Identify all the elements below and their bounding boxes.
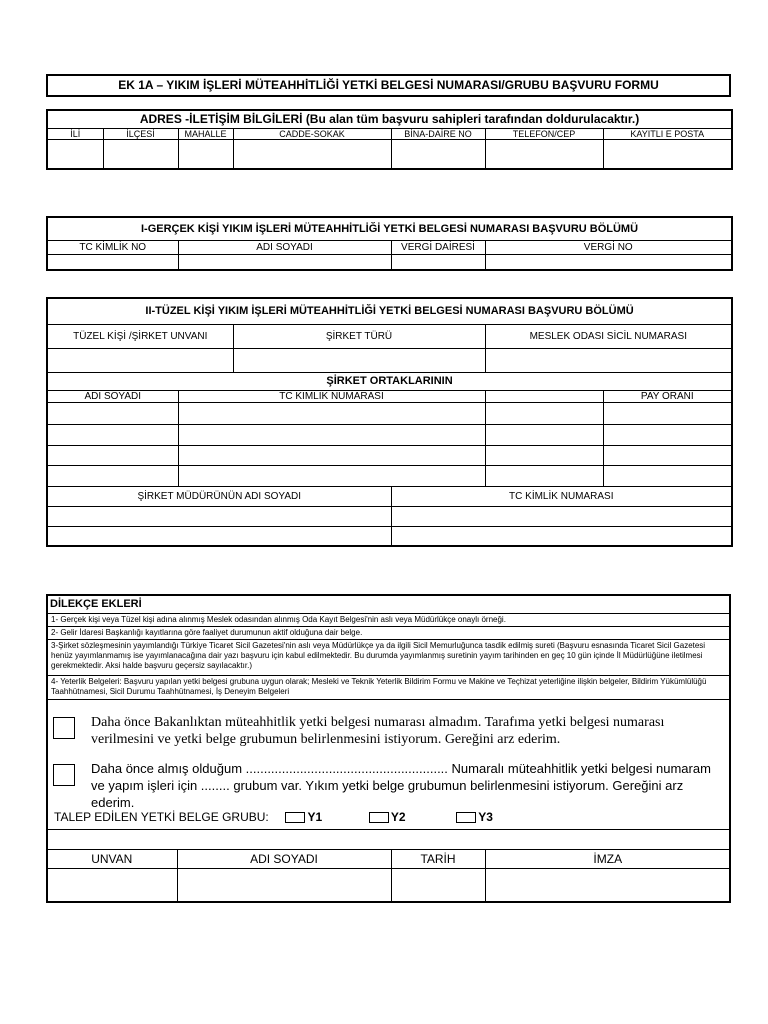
signature-col-title: UNVAN: [47, 850, 177, 869]
partner-row: [47, 424, 732, 445]
first-application-statement: Daha önce Bakanlıktan müteahhitlik yetki belgesi numarası almadım. Tarafıma yetki belgesi numarası verilmesini ve yetki belge grubumun belirlenmesini istiyorum. Gereğini arz ederim.: [91, 715, 665, 747]
attachment-item-4: 4- Yeterlik Belgeleri: Başvuru yapılan yetki belgesi grubuna uygun olarak; Mesleki ve Teknik Yeterlik Bildirim Formu ve Makine ve Teçhizat yeterliğine ilişkin belgeler, Bildirim Yükümlülüğü Taahhütnamesi, Sicil Durumu Taahhütnamesi, İş Deneyim Belgeleri: [47, 675, 730, 699]
partner-extra-field[interactable]: [485, 445, 603, 465]
address-col-il: İLİ: [47, 128, 103, 139]
real-person-name-field[interactable]: [178, 254, 391, 270]
first-application-checkbox[interactable]: [53, 717, 75, 739]
signature-title-field[interactable]: [47, 869, 177, 902]
real-person-tax-no-field[interactable]: [485, 254, 732, 270]
partner-name-field[interactable]: [47, 424, 178, 445]
partner-extra-field[interactable]: [485, 402, 603, 424]
real-person-tc-field[interactable]: [47, 254, 178, 270]
partner-name-field[interactable]: [47, 445, 178, 465]
legal-person-title-field[interactable]: [47, 348, 233, 372]
attachments-heading: DİLEKÇE EKLERİ: [47, 595, 730, 613]
partner-share-field[interactable]: [603, 402, 732, 424]
partners-heading: ŞİRKET ORTAKLARININ: [47, 372, 732, 390]
address-mahalle-field[interactable]: [178, 139, 233, 169]
signature-name-field[interactable]: [177, 869, 391, 902]
partner-share-field[interactable]: [603, 424, 732, 445]
real-person-col-tax-office: VERGİ DAİRESİ: [391, 240, 485, 254]
legal-person-registry-field[interactable]: [485, 348, 732, 372]
address-il-field[interactable]: [47, 139, 103, 169]
real-person-tax-office-field[interactable]: [391, 254, 485, 270]
form-title: EK 1A – YIKIM İŞLERİ MÜTEAHHİTLİĞİ YETKİ BELGESİ NUMARASI/GRUBU BAŞVURU FORMU: [46, 74, 731, 97]
address-heading: ADRES -İLETİŞİM BİLGİLERİ (Bu alan tüm başvuru sahipleri tarafından doldurulacaktır.): [47, 110, 732, 128]
group-y2-checkbox[interactable]: [369, 812, 389, 823]
address-col-ilce: İLÇESİ: [103, 128, 178, 139]
partner-tc-field[interactable]: [178, 445, 485, 465]
group-y2-label: Y2: [390, 810, 406, 824]
address-bina-field[interactable]: [391, 139, 485, 169]
partner-name-field[interactable]: [47, 402, 178, 424]
partner-row: [47, 402, 732, 424]
manager-name-field[interactable]: [47, 506, 391, 526]
partners-col-tc: TC KİMLİK NUMARASI: [178, 390, 485, 402]
group-request-label: TALEP EDİLEN YETKİ BELGE GRUBU:: [54, 810, 269, 824]
partner-row: [47, 465, 732, 486]
legal-person-col-type: ŞİRKET TÜRÜ: [233, 324, 485, 348]
signature-col-name: ADI SOYADI: [177, 850, 391, 869]
partner-share-field[interactable]: [603, 445, 732, 465]
partner-name-field[interactable]: [47, 465, 178, 486]
partners-col-share: PAY ORANI: [603, 390, 732, 402]
group-y1-checkbox[interactable]: [285, 812, 305, 823]
attachment-item-3: 3-Şirket sözleşmesinin yayımlandığı Türkiye Ticaret Sicil Gazetesi'nin aslı veya Müdürlükçe ya da ilgili Sicil Memurluğunca tasdik edilmiş sureti (Başvuru esnasında Ticaret Sicil Gazetesi henüz yayımlanmamış ise yayımlanacağına dair yazı başvuru için kabul edilmektedir. Bu durumda yayımlanmış suretinin yayım tarihinden en geç 10 gün içinde İl Müdürlüğüne iletilmesi gerekmektedir. Aksi halde başvuru geçersiz sayılacaktır.): [47, 639, 730, 675]
real-person-col-name: ADI SOYADI: [178, 240, 391, 254]
manager-tc-field[interactable]: [391, 526, 732, 546]
legal-person-type-field[interactable]: [233, 348, 485, 372]
address-col-cadde: CADDE-SOKAK: [233, 128, 391, 139]
partner-tc-field[interactable]: [178, 424, 485, 445]
address-ilce-field[interactable]: [103, 139, 178, 169]
manager-tc-field[interactable]: [391, 506, 732, 526]
group-y3-checkbox[interactable]: [456, 812, 476, 823]
attachment-item-2: 2- Gelir İdaresi Başkanlığı kayıtlarına göre faaliyet durumunun aktif olduğuna dair belge.: [47, 626, 730, 639]
address-col-bina: BİNA-DAİRE NO: [391, 128, 485, 139]
signature-col-sign: İMZA: [485, 850, 730, 869]
address-cadde-field[interactable]: [233, 139, 391, 169]
signature-table: [47, 829, 730, 902]
real-person-heading: I-GERÇEK KİŞİ YIKIM İŞLERİ MÜTEAHHİTLİĞİ YETKİ BELGESİ NUMARASI BAŞVURU BÖLÜMÜ: [47, 217, 732, 240]
partners-col-name: ADI SOYADI: [47, 390, 178, 402]
manager-name-field[interactable]: [47, 526, 391, 546]
existing-certificate-checkbox[interactable]: [53, 764, 75, 786]
signature-sign-field[interactable]: [485, 869, 730, 902]
address-col-telefon: TELEFON/CEP: [485, 128, 603, 139]
legal-person-col-registry: MESLEK ODASI SİCİL NUMARASI: [485, 324, 732, 348]
manager-col-name: ŞİRKET MÜDÜRÜNÜN ADI SOYADI: [47, 486, 391, 506]
legal-person-col-title: TÜZEL KİŞİ /ŞİRKET UNVANI: [47, 324, 233, 348]
real-person-col-tc: TC KİMLİK NO: [47, 240, 178, 254]
existing-certificate-statement: Daha önce almış olduğum ........................................................ Numaralı müteahhitlik yetki belgesi numaram ve yapım işleri için ........ grubum var. Yıkım yetki belge grubumun belirlenmesini istiyorum. Gereğini arz ederim.: [91, 761, 711, 810]
manager-col-tc: TC KİMLİK NUMARASI: [391, 486, 732, 506]
real-person-col-tax-no: VERGİ NO: [485, 240, 732, 254]
legal-person-section: [46, 297, 733, 547]
address-col-eposta: KAYITLI E POSTA: [603, 128, 732, 139]
signature-col-date: TARİH: [391, 850, 485, 869]
address-section: [46, 109, 733, 170]
address-telefon-field[interactable]: [485, 139, 603, 169]
attachments-list: [47, 595, 730, 700]
partner-extra-field[interactable]: [485, 424, 603, 445]
partner-share-field[interactable]: [603, 465, 732, 486]
address-col-mahalle: MAHALLE: [178, 128, 233, 139]
group-y1-label: Y1: [307, 810, 323, 824]
legal-person-heading: II-TÜZEL KİŞİ YIKIM İŞLERİ MÜTEAHHİTLİĞİ YETKİ BELGESİ NUMARASI BAŞVURU BÖLÜMÜ: [47, 298, 732, 324]
partner-extra-field[interactable]: [485, 465, 603, 486]
group-request-row: [54, 809, 714, 825]
partner-tc-field[interactable]: [178, 465, 485, 486]
partner-tc-field[interactable]: [178, 402, 485, 424]
partner-row: [47, 445, 732, 465]
group-y3-label: Y3: [478, 810, 493, 824]
signature-date-field[interactable]: [391, 869, 485, 902]
attachment-item-1: 1- Gerçek kişi veya Tüzel kişi adına alınmış Meslek odasından alınmış Oda Kayıt Belgesi'nin aslı veya Müdürlükçe onaylı örneği.: [47, 613, 730, 626]
address-eposta-field[interactable]: [603, 139, 732, 169]
real-person-section: [46, 216, 733, 271]
